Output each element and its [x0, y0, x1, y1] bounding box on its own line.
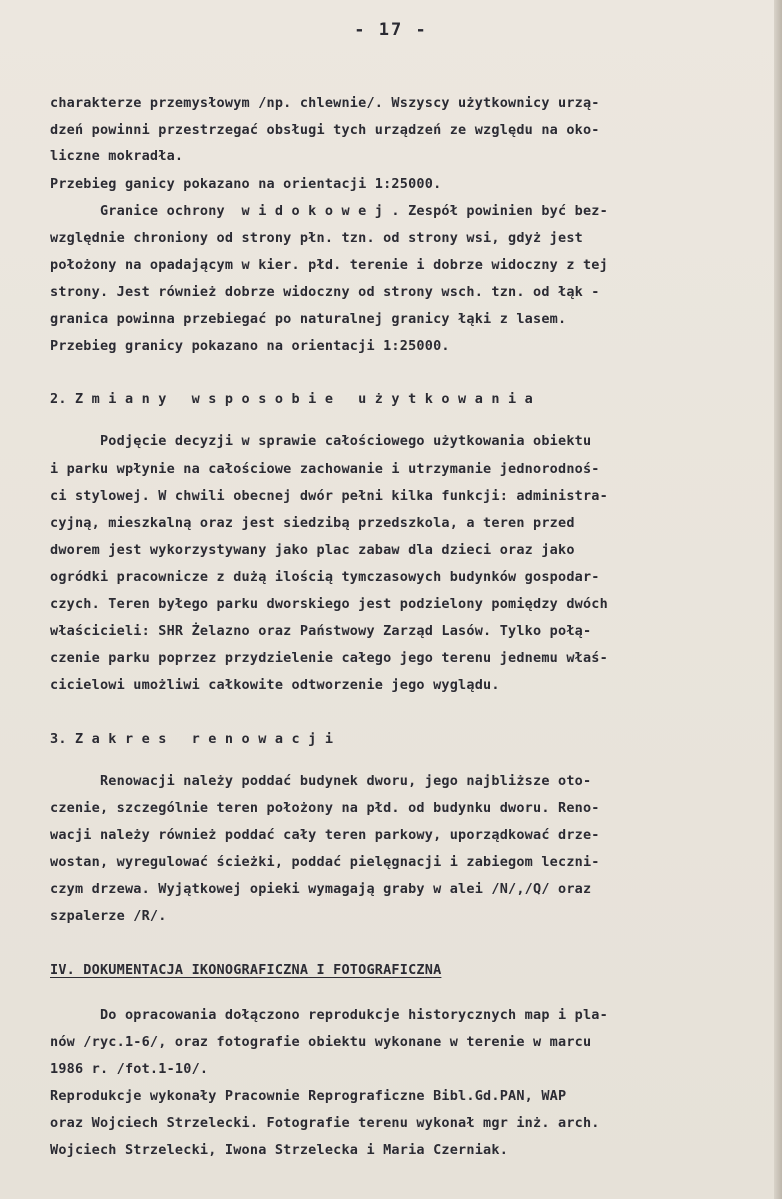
- text-line: Renowacji należy poddać budynek dworu, jego najbliższe oto-: [50, 773, 592, 789]
- section-heading-3: 3. Z a k r e s r e n o w a c j i: [50, 731, 334, 747]
- text-line: strony. Jest również dobrze widoczny od strony wsch. tzn. od łąk -: [50, 284, 600, 300]
- text-line: właścicieli: SHR Żelazno oraz Państwowy Zarząd Lasów. Tylko połą-: [50, 623, 592, 639]
- text-line: Podjęcie decyzji w sprawie całościowego użytkowania obiektu: [50, 433, 592, 449]
- text-line: dzeń powinni przestrzegać obsługi tych urządzeń ze względu na oko-: [50, 122, 600, 138]
- text-line: Reprodukcje wykonały Pracownie Reprograficzne Bibl.Gd.PAN, WAP: [50, 1088, 567, 1104]
- text-line: charakterze przemysłowym /np. chlewnie/. Wszyscy użytkownicy urzą-: [50, 95, 600, 111]
- section-heading-iv: IV. DOKUMENTACJA IKONOGRAFICZNA I FOTOGRAFICZNA: [50, 962, 442, 978]
- text-line: czym drzewa. Wyjątkowej opieki wymagają graby w alei /N/,/Q/ oraz: [50, 881, 592, 897]
- text-line: oraz Wojciech Strzelecki. Fotografie terenu wykonał mgr inż. arch.: [50, 1115, 600, 1131]
- text-line: Wojciech Strzelecki, Iwona Strzelecka i Maria Czerniak.: [50, 1142, 509, 1158]
- page-number: - 17 -: [354, 20, 428, 40]
- text-line: szpalerze /R/.: [50, 908, 167, 924]
- text-line: wostan, wyregulować ścieżki, poddać pielęgnacji i zabiegom leczni-: [50, 854, 600, 870]
- text-line: względnie chroniony od strony płn. tzn. od strony wsi, gdyż jest: [50, 230, 583, 246]
- text-line: czych. Teren byłego parku dworskiego jest podzielony pomiędzy dwóch: [50, 596, 608, 612]
- text-line: położony na opadającym w kier. płd. terenie i dobrze widoczny z tej: [50, 257, 608, 273]
- text-line: nów /ryc.1-6/, oraz fotografie obiektu wykonane w terenie w marcu: [50, 1034, 592, 1050]
- page-edge-shadow: [774, 0, 782, 1199]
- text-line: czenie, szczególnie teren położony na płd. od budynku dworu. Reno-: [50, 800, 600, 816]
- text-line: granica powinna przebiegać po naturalnej granicy łąki z lasem.: [50, 311, 567, 327]
- text-line: i parku wpłynie na całościowe zachowanie i utrzymanie jednorodnoś-: [50, 461, 600, 477]
- text-line: ogródki pracownicze z dużą ilością tymczasowych budynków gospodar-: [50, 569, 600, 585]
- text-line: dworem jest wykorzystywany jako plac zabaw dla dzieci oraz jako: [50, 542, 575, 558]
- text-line: cicielowi umożliwi całkowite odtworzenie jego wyglądu.: [50, 677, 500, 693]
- text-line: Do opracowania dołączono reprodukcje historycznych map i pla-: [50, 1007, 608, 1023]
- text-line: ci stylowej. W chwili obecnej dwór pełni kilka funkcji: administra-: [50, 488, 608, 504]
- section-heading-2: 2. Z m i a n y w s p o s o b i e u ż y t k o w a n i a: [50, 391, 534, 407]
- text-line: Przebieg granicy pokazano na orientacji 1:25000.: [50, 338, 450, 354]
- text-line: liczne mokradła.: [50, 148, 184, 164]
- text-line: Granice ochrony w i d o k o w e j . Zespół powinien być bez-: [50, 203, 608, 219]
- text-line: 1986 r. /fot.1-10/.: [50, 1061, 209, 1077]
- text-line: wacji należy również poddać cały teren parkowy, uporządkować drze-: [50, 827, 600, 843]
- text-line: cyjną, mieszkalną oraz jest siedzibą przedszkola, a teren przed: [50, 515, 575, 531]
- text-line: czenie parku poprzez przydzielenie całego jego terenu jednemu właś-: [50, 650, 608, 666]
- text-line: Przebieg ganicy pokazano na orientacji 1:25000.: [50, 176, 442, 192]
